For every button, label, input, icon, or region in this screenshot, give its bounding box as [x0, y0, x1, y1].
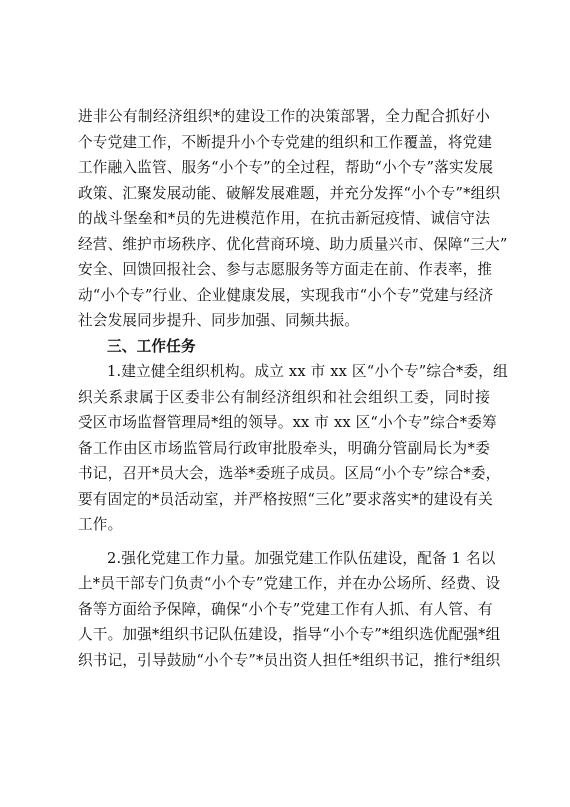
text-line: 个专党建工作，不断提升小个专党建的组织和工作覆盖，将党建: [78, 133, 493, 151]
text-line: 备工作由区市场监管局行政审批股牵头，明确分管副局长为*委: [78, 439, 490, 457]
text-line: 工作。: [78, 516, 123, 533]
paragraph-task-2: [78, 546, 501, 674]
section-heading: [78, 334, 490, 360]
text-line: 安全、回馈回报社会、参与志愿服务等方面走在前、作表率，推: [78, 261, 493, 278]
heading-text: 三、工作任务: [107, 337, 196, 355]
text-line: 的战斗堡垒和*员的先进模范作用，在抗击新冠疫情、诚信守法: [78, 210, 490, 227]
text-line: 社会发展同步提升、同步加强、同频共振。: [78, 312, 360, 329]
text-line: 2.强化党建工作力量。加强党建工作队伍建设，配备 1 名以: [107, 549, 496, 567]
paragraph-spacer: [78, 538, 490, 546]
text-line: 书记，召开*员大会，选举*委班子成员。区局“小个专”综合*委，: [78, 465, 501, 482]
text-line: 经营、维护市场秩序、优化营商环境、助力质量兴市、保障“三大”: [78, 235, 508, 253]
text-line: 织书记，引导鼓励“小个专”*员出资人担任*组织书记，推行*组织: [78, 651, 501, 669]
text-line: 织关系隶属于区委非公有制经济组织和社会组织工委，同时接: [78, 388, 490, 406]
paragraph-task-1: [78, 359, 508, 538]
text-line: 人干。加强*组织书记队伍建设，指导“小个专”*组织选优配强*组: [78, 626, 501, 643]
text-line: 工作融入监管、服务“小个专”的全过程，帮助“小个专”落实发展: [78, 159, 494, 176]
text-line: 上*员干部专门负责“小个专”党建工作，并在办公场所、经费、设: [78, 575, 501, 592]
text-line: 要有固定的*员活动室，并严格按照“三化”要求落实*的建设有关: [78, 490, 493, 508]
text-line: 动“小个专”行业、企业健康发展，实现我市“小个专”党建与经济: [78, 286, 494, 304]
text-line: 受区市场监督管理局*组的领导。xx 市 xx 区“小个专”综合*委筹: [78, 414, 497, 431]
text-line: 政策、汇聚发展动能、破解发展难题，并充分发挥“小个专”*组织: [78, 184, 501, 202]
document-body: [78, 104, 508, 673]
text-line: 进非公有制经济组织*的建设工作的决策部署，全力配合抓好小: [78, 108, 490, 125]
text-line: 备等方面给予保障，确保“小个专”党建工作有人抓、有人管、有: [78, 600, 493, 618]
text-line: 1.建立健全组织机构。成立 xx 市 xx 区“小个专”综合*委，组: [107, 363, 508, 380]
paragraph-1: [78, 104, 508, 334]
